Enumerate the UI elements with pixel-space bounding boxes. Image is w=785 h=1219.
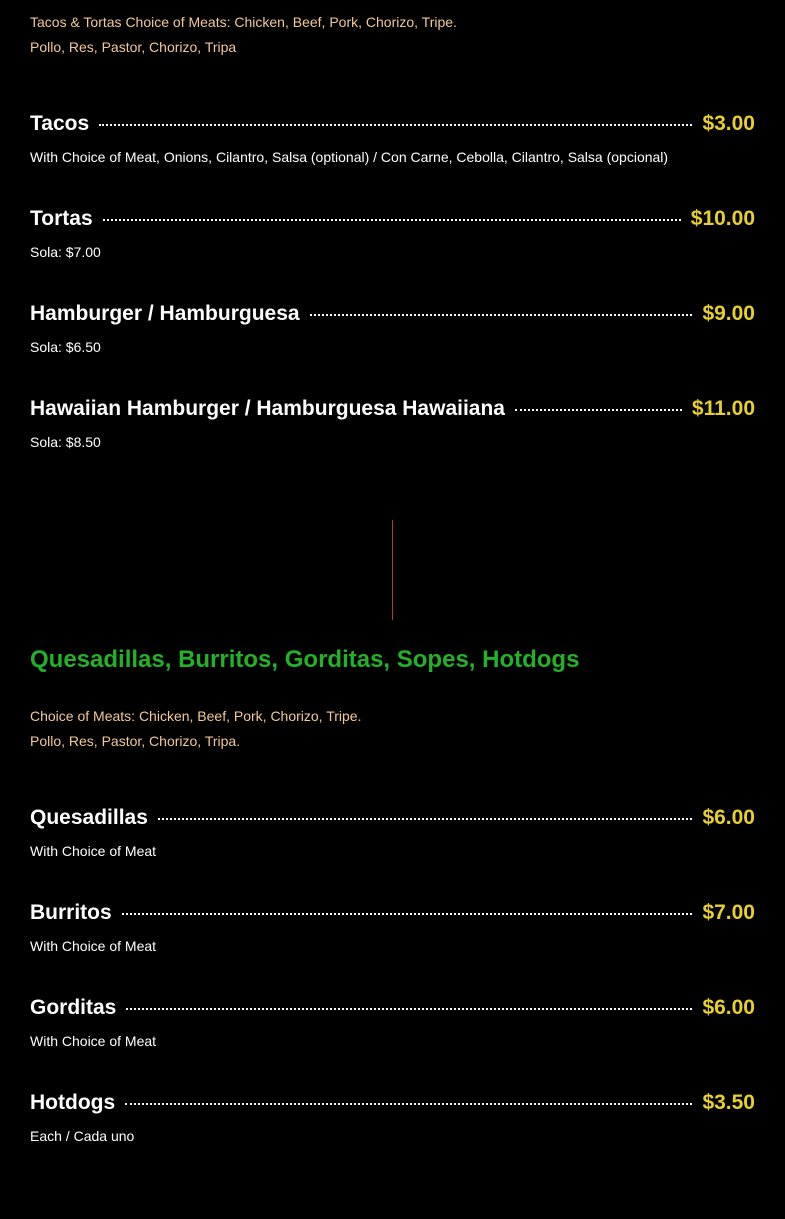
- menu-item-quesadillas: [30, 804, 755, 860]
- dotted-leader: [103, 219, 681, 221]
- section-heading: Quesadillas, Burritos, Gorditas, Sopes, Hotdogs: [30, 646, 580, 673]
- intro-line-2: Pollo, Res, Pastor, Chorizo, Tripa.: [30, 733, 241, 749]
- item-name: Gorditas: [30, 996, 117, 1019]
- item-name: Quesadillas: [30, 806, 148, 829]
- item-description: With Choice of Meat: [30, 938, 157, 954]
- menu-item-hamburger: [30, 300, 755, 356]
- intro-line-2: Pollo, Res, Pastor, Chorizo, Tripa: [30, 39, 237, 55]
- menu-item-hawaiian-hamburger: [30, 395, 755, 451]
- section-quesadillas-etc: [0, 704, 785, 754]
- intro-line-1: Tacos & Tortas Choice of Meats: Chicken, Beef, Pork, Chorizo, Tripe.: [30, 14, 457, 30]
- item-name: Hotdogs: [30, 1091, 116, 1114]
- item-description: Sola: $7.00: [30, 244, 101, 260]
- intro-line-1: Choice of Meats: Chicken, Beef, Pork, Chorizo, Tripe.: [30, 708, 362, 724]
- meats-intro: [30, 10, 755, 60]
- item-price: $6.00: [702, 996, 755, 1019]
- item-name: Tacos: [30, 112, 90, 135]
- menu-item-burritos: [30, 899, 755, 955]
- dotted-leader: [515, 409, 682, 411]
- menu-item-gorditas: [30, 994, 755, 1050]
- menu-item-tortas: [30, 205, 755, 261]
- item-price: $11.00: [691, 397, 755, 420]
- item-description: Sola: $8.50: [30, 434, 101, 450]
- meats-intro: [30, 704, 755, 754]
- menu-item-hotdogs: [30, 1089, 755, 1145]
- item-price: $10.00: [690, 207, 755, 230]
- item-name: Tortas: [30, 207, 93, 230]
- dotted-leader: [158, 818, 693, 820]
- section-divider: [392, 520, 393, 620]
- item-price: $3.00: [702, 112, 755, 135]
- item-price: $9.00: [702, 302, 755, 325]
- dotted-leader: [125, 1103, 692, 1105]
- item-description: With Choice of Meat, Onions, Cilantro, Salsa (optional) / Con Carne, Cebolla, Cilantro, Salsa (opcional): [30, 149, 669, 165]
- item-price: $7.00: [702, 901, 755, 924]
- item-price: $6.00: [702, 806, 755, 829]
- item-description: Each / Cada uno: [30, 1128, 135, 1144]
- item-price: $3.50: [702, 1091, 755, 1114]
- section-tacos-tortas: [0, 10, 785, 60]
- item-name: Burritos: [30, 901, 112, 924]
- item-name: Hamburger / Hamburguesa: [30, 302, 300, 325]
- dotted-leader: [99, 124, 692, 126]
- item-description: With Choice of Meat: [30, 843, 157, 859]
- item-description: With Choice of Meat: [30, 1033, 157, 1049]
- item-description: Sola: $6.50: [30, 339, 101, 355]
- dotted-leader: [122, 913, 693, 915]
- item-name: Hawaiian Hamburger / Hamburguesa Hawaiiana: [30, 397, 505, 420]
- dotted-leader: [126, 1008, 692, 1010]
- menu-item-tacos: [30, 110, 755, 166]
- dotted-leader: [310, 314, 693, 316]
